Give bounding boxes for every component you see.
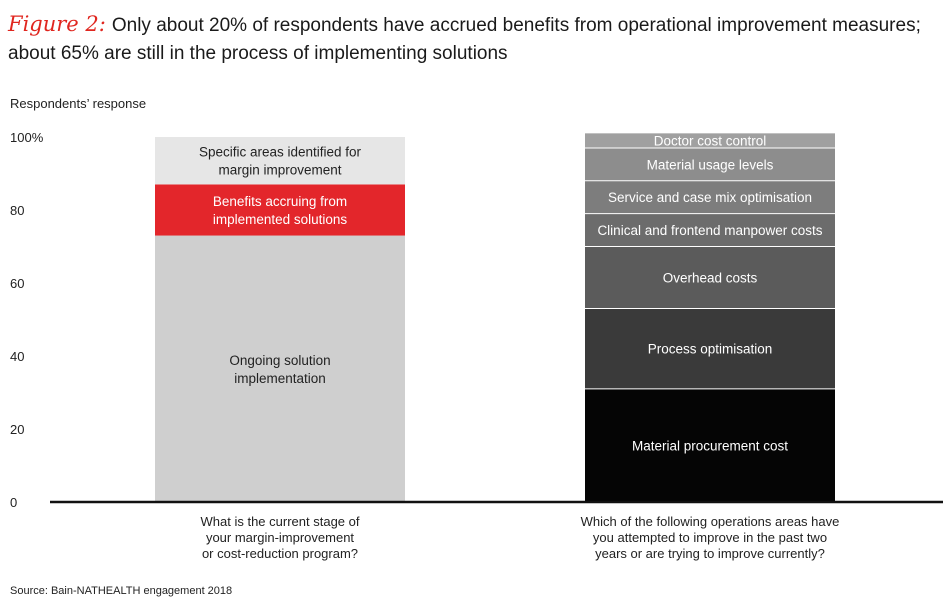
segment-label: Benefits accruing from bbox=[212, 194, 348, 209]
segment-label: implementation bbox=[234, 370, 326, 386]
segment-label: Material procurement cost bbox=[631, 438, 789, 454]
y-tick-label: 100% bbox=[10, 130, 44, 145]
y-tick-label: 0 bbox=[10, 495, 18, 510]
figure-label: Figure 2: bbox=[8, 12, 106, 36]
segment-label: Doctor cost control bbox=[653, 133, 767, 149]
y-axis-title: Respondents’ response bbox=[10, 96, 147, 111]
segment-label: Overhead costs bbox=[662, 270, 758, 286]
category-label: years or are trying to improve currently? bbox=[595, 546, 825, 561]
category-label: you attempted to improve in the past two bbox=[592, 530, 828, 545]
segment-label: Specific areas identified for bbox=[198, 144, 362, 160]
segment-label: margin improvement bbox=[218, 162, 342, 178]
segment-label: Service and case mix optimisation bbox=[607, 190, 813, 206]
category-label: or cost-reduction program? bbox=[201, 546, 359, 561]
segment-label: Clinical and frontend manpower costs bbox=[597, 223, 823, 239]
y-tick-label: 60 bbox=[10, 276, 25, 291]
bar-segment bbox=[155, 184, 405, 235]
source-note: Source: Bain-NATHEALTH engagement 2018 bbox=[10, 585, 233, 597]
segment-label: implemented solutions bbox=[212, 212, 348, 227]
segment-label: Material usage levels bbox=[646, 157, 774, 173]
y-tick-label: 20 bbox=[10, 422, 25, 437]
y-tick-label: 40 bbox=[10, 349, 25, 364]
y-tick-label: 80 bbox=[10, 203, 25, 218]
title-text: Only about 20% of respondents have accrued benefits from operational improvement measures; about 65% are still in the process of implementing solutions bbox=[8, 15, 921, 64]
segment-label: Ongoing solution bbox=[229, 352, 331, 368]
category-label: your margin-improvement bbox=[205, 530, 355, 545]
segment-label: Process optimisation bbox=[647, 341, 773, 357]
bar-segment bbox=[155, 236, 405, 502]
category-label: Which of the following operations areas have bbox=[580, 514, 840, 529]
category-label: What is the current stage of bbox=[200, 514, 360, 529]
